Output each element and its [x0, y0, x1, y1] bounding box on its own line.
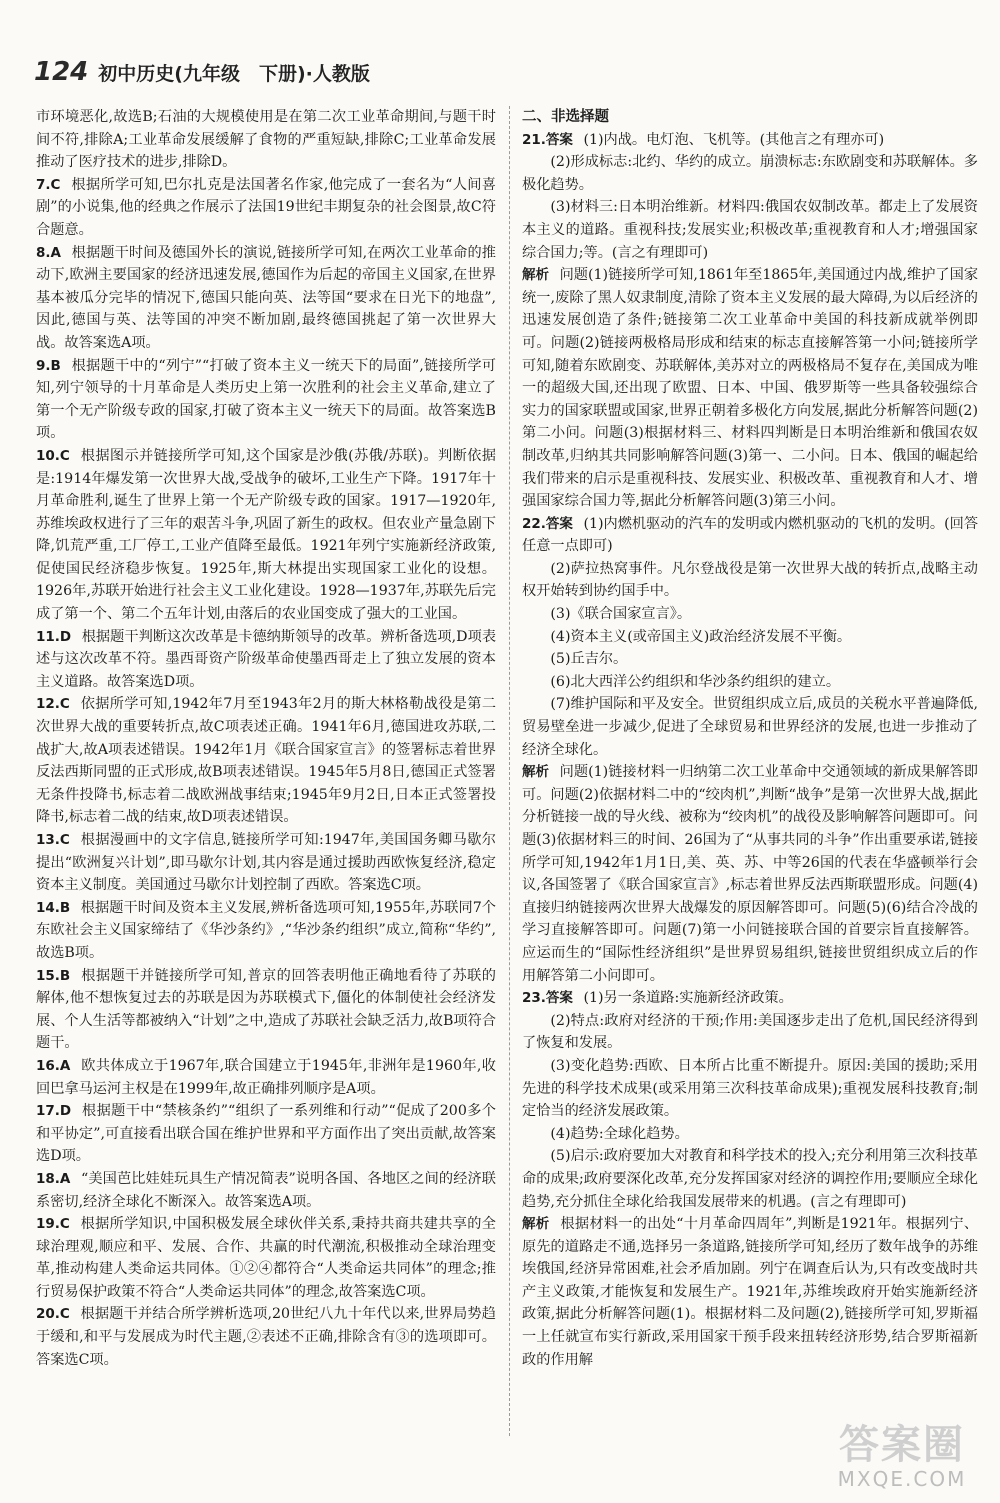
section-title: 二、非选择题 — [522, 109, 609, 125]
page-header — [34, 50, 974, 94]
answer-number: 20.C — [36, 1306, 70, 1323]
answer-text: 根据题干并结合所学辨析选项,20世纪八九十年代以来,世界局势趋于缓和,和平与发展成为时代主题,②表述不正确,排除含有③的选项即可。答案选C项。 — [36, 1306, 496, 1368]
answer-number: 12.C — [36, 696, 70, 713]
answer-text: 根据所学可知,巴尔扎克是法国著名作家,他完成了一套名为“人间喜剧”的小说集,他的经典之作展示了法国19世纪丰期复杂的社会图景,故C符合题意。 — [36, 176, 496, 238]
answer-text: (1)内战。电灯泡、飞机等。(其他言之有理亦可) — [583, 131, 885, 148]
answer-text: 根据题干中的“列宁”“打破了资本主义一统天下的局面”,链接所学可知,列宁领导的十月革命是人类历史上第一次胜利的社会主义革命,建立了第一个无产阶级专政的国家,打破了资本主义一统天下的局面。故答案选B项。 — [36, 357, 496, 442]
answer-text: 欧共体成立于1967年,联合国建立于1945年,非洲年是1960年,收回巴拿马运河主权是在1999年,故正确排列顺序是A项。 — [36, 1057, 496, 1097]
answer-part: (4)趋势:全球化趋势。 — [550, 1125, 689, 1142]
analysis-label: 解析 — [522, 1216, 550, 1233]
question-22-analysis — [522, 761, 978, 987]
analysis-text: 根据材料一的出处“十月革命四周年”,判断是1921年。根据列宁、原先的道路走不通,选择另一条道路,链接所学可知,经历了数年战争的苏维埃俄国,经济异常困难,社会矛盾加剧。列宁在调查后认为,只有改变战时共产主义政策,才能恢复和发展生产。1921年,苏维埃政府开始实施新经济政策,据此分析解答问题(1)。根据材料二及问题(2),链接所学可知,罗斯福一上任就宣布实行新政,采用国家干预手段来扭转经济形势,结合罗斯福新政的作用解 — [522, 1216, 979, 1368]
answer-text: 根据题干中“禁核条约”“组织了一系列维和行动”“促成了200多个和平协定”,可直接看出联合国在维护世界和平方面作出了突出贡献,故答案选D项。 — [36, 1103, 496, 1165]
answer-part: (3)材料三:日本明治维新。材料四:俄国农奴制改革。都走上了发展资本主义的道路。重视科技;发展实业;积极改革;重视教育和人才;增强国家综合国力;等。(言之有理即可) — [522, 199, 978, 261]
answer-part: (5)丘吉尔。 — [550, 651, 628, 668]
answer-item-11 — [36, 626, 496, 694]
answer-number: 13.C — [36, 832, 70, 848]
answer-part: (4)资本主义(或帝国主义)政治经济发展不平衡。 — [550, 628, 852, 645]
analysis-text: 问题(1)链接所学可知,1861年至1865年,美国通过内战,维护了国家统一,废除了黑人奴隶制度,清除了资本主义发展的最大障碍,为以后经济的迅速发展创造了条件;链接第二次工业革命中美国的科技新成就举例即可。问题(2)链接两极格局形成和结束的标志直接解答第一小问;链接所学可知,随着东欧剧变、苏联解体,美苏对立的两极格局不复存在,美国成为唯一的超级大国,还出现了欧盟、日本、中国、俄罗斯等一些具备较强综合实力的国家联盟或国家,世界正朝着多极化方向发展,据此分析解答问题(2)第二小问。问题(3)根据材料三、材料四判断是日本明治维新和俄国农奴制改革,归纳其共同影响解答问题(3)第一、二小问。日本、俄国的崛起给我们带来的启示是重视科技、发展实业、积极改革、重视教育和人才、增强国家综合国力等,据此分析解答问题(3)第三小问。 — [522, 267, 979, 510]
answer-item-19 — [36, 1213, 496, 1303]
answer-part: (3)《联合国家宣言》。 — [550, 606, 692, 623]
question-22-answer — [522, 513, 978, 558]
answer-part: (2)萨拉热窝事件。凡尔登战役是第一次世界大战的转折点,战略主动权开始转到协约国手中。 — [522, 560, 978, 600]
answer-item-17 — [36, 1100, 496, 1168]
answer-number: 14.B — [36, 899, 71, 916]
answer-number: 10.C — [36, 447, 70, 464]
answer-item-15 — [36, 965, 496, 1055]
answer-text: 市环境恶化,故选B;石油的大规模使用是在第二次工业革命期间,与题干时间不符,排除A;工业革命发展缓解了食物的严重短缺,排除C;工业革命发展推动了医疗技术的进步,排除D。 — [36, 109, 496, 171]
answer-number: 16.A — [36, 1057, 71, 1074]
answer-part: (5)启示:政府要加大对教育和科学技术的投入;充分利用第三次科技革命的成果;政府要深化改革,充分发挥国家对经济的调控作用;要顺应全球化趋势,充分抓住全球化给我国发展带来的机遇。(言之有理即可) — [522, 1148, 978, 1210]
analysis-text: 问题(1)链接材料一归纳第二次工业革命中交通领域的新成果解答即可。问题(2)依据材料二中的“绞肉机”,判断“战争”是第一次世界大战,据此分析链接一战的导火线、被称为“绞肉机”的战役及影响解答问题即可。问题(3)依据材料三的时间、26国为了“从事共同的斗争”作出重要承诺,链接所学可知,1942年1月1日,美、英、苏、中等26国的代表在华盛顿举行会议,各国签署了《联合国家宣言》,标志着世界反法西斯联盟形成。问题(4)直接归纳链接两次世界大战爆发的原因解答即可。问题(5)(6)结合冷战的学习直接解答即可。问题(7)第一小问链接联合国的首要宗旨直接解答。应运而生的“国际性经济组织”是世界贸易组织,链接世贸组织成立后的作用解答第二小问即可。 — [522, 764, 978, 984]
answer-text: 根据题干判断这次改革是卡德纳斯领导的改革。辨析备选项,D项表述与这次改革不符。墨西哥资产阶级革命使墨西哥走上了独立发展的资本主义道路。故答案选D项。 — [36, 628, 497, 690]
page-number: 124 — [34, 57, 89, 87]
answer-text: (1)另一条道路:实施新经济政策。 — [583, 990, 793, 1007]
analysis-label: 解析 — [522, 764, 550, 781]
answer-number: 8.A — [36, 244, 61, 261]
answer-part: (3)变化趋势:西欧、日本所占比重不断提升。原因:美国的援助;采用先进的科学技术成果(或采用第三次科技革命成果);重视发展科技教育;制定恰当的经济发展政策。 — [522, 1057, 978, 1120]
question-number: 21. — [522, 131, 546, 148]
answer-item-8 — [36, 242, 496, 355]
answer-text: 根据题干时间及德国外长的演说,链接所学可知,在两次工业革命的推动下,欧洲主要国家的经济迅速发展,德国作为后起的帝国主义国家,在世界基本被瓜分完毕的情况下,德国只能向英、法等国“要求在日光下的地盘”,因此,德国与英、法等国的冲突不断加剧,最终德国挑起了第一次世界大战。故答案选A项。 — [36, 244, 496, 351]
answer-number: 18.A — [36, 1170, 71, 1187]
right-column — [522, 106, 978, 1371]
answer-part: (6)北大西洋公约组织和华沙条约组织的建立。 — [550, 673, 841, 690]
left-column — [36, 106, 496, 1371]
answer-number: 19.C — [36, 1216, 70, 1233]
question-number: 22. — [522, 515, 546, 532]
watermark-url: MXQE.COM — [837, 1467, 967, 1491]
watermark-logo: 答案圈 — [839, 1422, 965, 1468]
book-title: 初中历史(九年级 下册)·人教版 — [98, 62, 370, 85]
answer-number: 9.B — [36, 357, 61, 374]
answer-part: (2)特点:政府对经济的干预;作用:美国逐步走出了危机,国民经济得到了恢复和发展。 — [522, 1012, 978, 1052]
answer-text: 根据题干时间及资本主义发展,辨析备选项可知,1955年,苏联同7个东欧社会主义国家缔结了《华沙条约》,“华沙条约组织”成立,简称“华约”,故选B项。 — [36, 899, 496, 961]
answer-item-13 — [36, 829, 496, 897]
answer-label: 答案 — [545, 515, 573, 532]
answer-item-16 — [36, 1055, 496, 1100]
question-23-analysis — [522, 1213, 978, 1371]
answer-number: 11.D — [36, 628, 72, 645]
answer-text: 根据漫画中的文字信息,链接所学可知:1947年,美国国务卿马歇尔提出“欧洲复兴计划”,即马歇尔计划,其内容是通过援助西欧恢复经济,稳定资本主义制度。美国通过马歇尔计划控制了西欧。答案选C项。 — [36, 832, 496, 894]
answer-item-9 — [36, 355, 496, 445]
answer-text: 根据题干并链接所学可知,普京的回答表明他正确地看待了苏联的解体,他不想恢复过去的苏联是因为苏联模式下,僵化的体制使社会经济发展、个人生活等都被纳入“计划”之中,造成了苏联社会缺乏活力,故B项符合题干。 — [36, 967, 496, 1052]
analysis-label: 解析 — [522, 267, 550, 284]
question-21-answer — [522, 129, 978, 152]
answer-item-7 — [36, 174, 496, 242]
answer-label: 答案 — [545, 131, 573, 148]
column-divider — [509, 106, 510, 1436]
question-number: 23. — [522, 990, 546, 1007]
answer-part: (7)维护国际和平及安全。世贸组织成立后,成员的关税水平普遍降低,贸易壁垒进一步减少,促进了全球贸易和世界经济的发展,也进一步推动了经济全球化。 — [522, 696, 978, 758]
answer-label: 答案 — [545, 990, 573, 1007]
continued-answer — [36, 106, 496, 174]
answer-item-20 — [36, 1303, 496, 1371]
answer-text: 依据所学可知,1942年7月至1943年2月的斯大林格勒战役是第二次世界大战的重要转折点,故C项表述正确。1941年6月,德国进攻苏联,二战扩大,故A项表述错误。1942年1月《联合国家宣言》的签署标志着世界反法西斯同盟的正式形成,故B项表述错误。1945年5月8日,德国正式签署无条件投降书,标志着二战欧洲战事结束;1945年9月2日,日本正式签署投降书,标志着二战的结束,故D项表述错误。 — [36, 696, 497, 826]
answer-part: (2)形成标志:北约、华约的成立。崩溃标志:东欧剧变和苏联解体。多极化趋势。 — [522, 154, 978, 193]
answer-text: 根据所学知识,中国积极发展全球伙伴关系,秉持共商共建共享的全球治理观,顺应和平、发展、合作、共赢的时代潮流,积极推动全球治理变革,推动构建人类命运共同体。①②④都符合“人类命运共同体”的理念;推行贸易保护政策不符合“人类命运共同体”的理念,故答案选C项。 — [36, 1216, 496, 1300]
answer-item-12 — [36, 693, 496, 829]
question-23-answer — [522, 987, 978, 1010]
site-watermark — [818, 1418, 986, 1496]
answer-text: 根据图示并链接所学可知,这个国家是沙俄(苏俄/苏联)。判断依据是:1914年爆发第一次世界大战,受战争的破坏,工业生产下降。1917年十月革命胜利,诞生了世界上第一个无产阶级专政的国家。1917—1920年,苏维埃政权进行了三年的艰苦斗争,巩固了新生的政权。但农业产量急剧下降,饥荒严重,工厂停工,工业产值降至最低。1921年列宁实施新经济政策,促使国民经济稳步恢复。1925年,斯大林提出实现国家工业化的设想。1926年,苏联开始进行社会主义工业化建设。1928—1937年,苏联先后完成了第一个、第二个五年计划,由落后的农业国变成了强大的工业国。 — [36, 447, 496, 623]
answer-number: 7.C — [36, 176, 61, 193]
answer-text: (1)内燃机驱动的汽车的发明或内燃机驱动的飞机的发明。(回答任意一点即可) — [522, 515, 979, 555]
answer-item-18 — [36, 1168, 496, 1213]
answer-text: “美国芭比娃娃玩具生产情况简表”说明各国、各地区之间的经济联系密切,经济全球化不断深入。故答案选A项。 — [36, 1170, 496, 1210]
question-21-analysis — [522, 264, 978, 513]
answer-number: 15.B — [36, 967, 71, 984]
answer-item-14 — [36, 897, 496, 965]
answer-number: 17.D — [36, 1103, 72, 1120]
answer-item-10 — [36, 445, 496, 626]
